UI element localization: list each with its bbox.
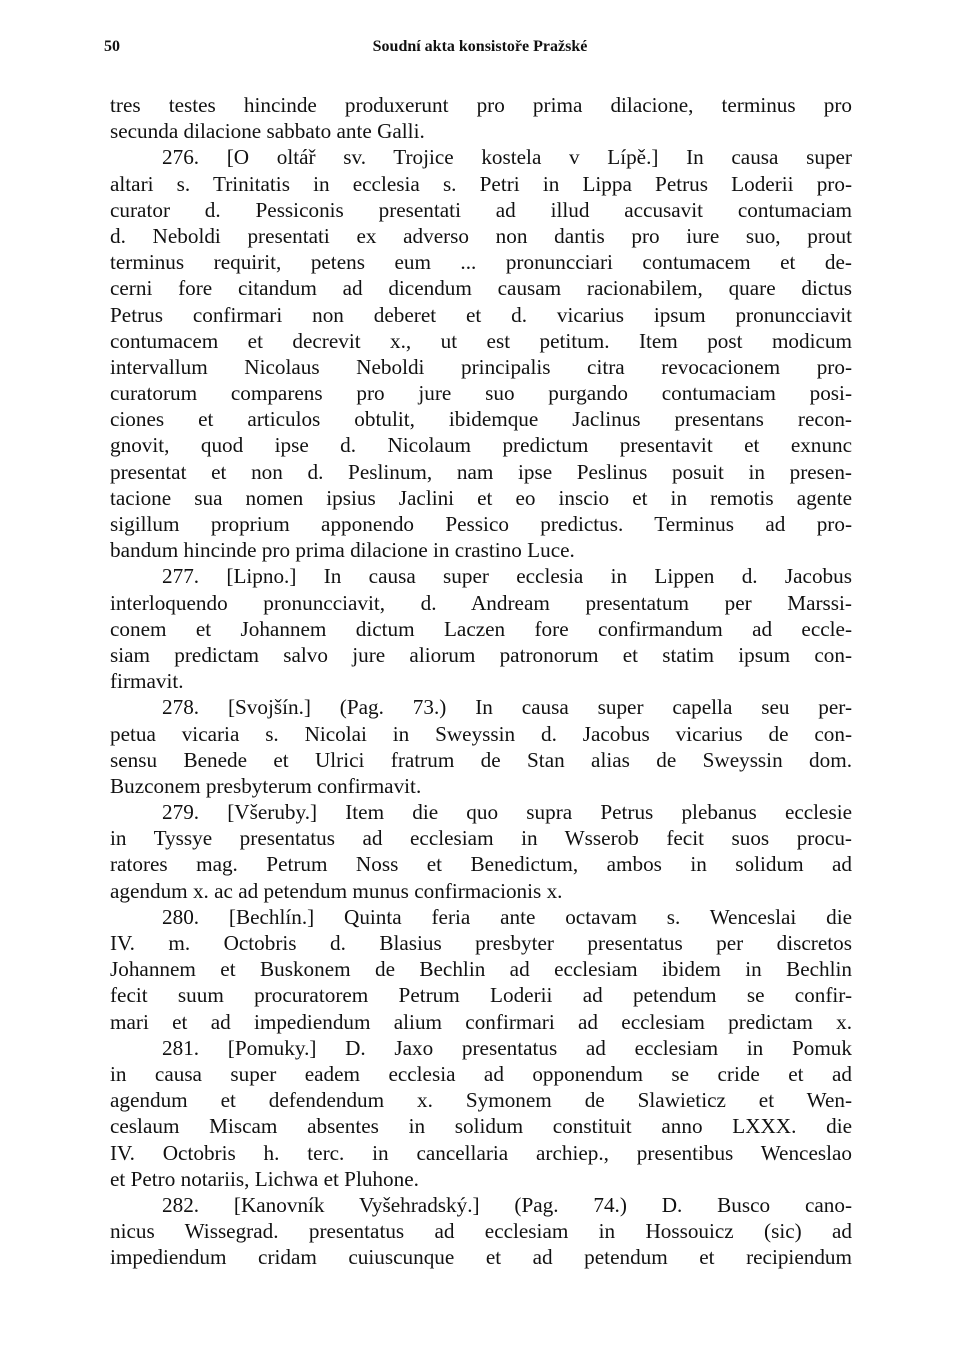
text-line: curator d. Pessiconis presentati ad illud accusavit contumaciam: [110, 197, 852, 222]
text-line: 278. [Svojšín.] (Pag. 73.) In causa super capella seu per-: [162, 695, 852, 720]
text-line: d. Neboldi presentati ex adverso non dantis pro iure suo, prout: [110, 223, 852, 248]
text-line: contumacem et decrevit x., ut est petitum. Item post modicum: [110, 328, 852, 353]
page-header: [104, 38, 856, 60]
text-line: Buzconem presbyterum confirmavit.: [110, 773, 422, 798]
text-line: gnovit, quod ipse d. Nicolaum predictum presentavit et exnunc: [110, 433, 852, 458]
text-line: presentat et non d. Peslinum, nam ipse Peslinus posuit in presen-: [110, 459, 852, 484]
text-line: IV. Octobris h. terc. in cancellaria archiep., presentibus Wenceslao: [110, 1140, 852, 1165]
text-line: altari s. Trinitatis in ecclesia s. Petri in Lippa Petrus Loderii pro-: [110, 171, 852, 196]
text-line: intervallum Nicolaus Neboldi principalis citra revocacionem pro-: [110, 354, 852, 379]
text-line: agendum x. ac ad petendum munus confirmacionis x.: [110, 878, 563, 903]
body-text: [110, 92, 852, 1270]
text-line: nicus Wissegrad. presentatus ad ecclesiam in Hossouicz (sic) ad: [110, 1219, 852, 1244]
text-line: 279. [Všeruby.] Item die quo supra Petrus plebanus ecclesie: [162, 800, 852, 825]
text-line: tres testes hincinde produxerunt pro prima dilacione, terminus pro: [110, 93, 852, 117]
text-line: mari et ad impediendum alium confirmari ad ecclesiam predictam x.: [110, 1009, 852, 1034]
text-line: 277. [Lipno.] In causa super ecclesia in Lippen d. Jacobus: [162, 564, 852, 589]
text-line: ceslaum Miscam absentes in solidum constituit anno LXXX. die: [110, 1114, 852, 1139]
text-line: et Petro notariis, Lichwa et Pluhone.: [110, 1166, 419, 1191]
text-line: tacione sua nomen ipsius Jaclini et eo inscio et in remotis agente: [110, 485, 852, 510]
text-line: Johannem et Buskonem de Bechlin ad ecclesiam ibidem in Bechlin: [110, 957, 852, 982]
text-line: impediendum cridam cuiuscunque et ad petendum et recipiendum: [110, 1245, 852, 1270]
text-line: bandum hincinde pro prima dilacione in crastino Luce.: [110, 538, 575, 563]
running-title: Soudní akta konsistoře Pražské: [372, 38, 588, 55]
text-line: secunda dilacione sabbato ante Galli.: [110, 119, 425, 144]
text-line: interloquendo pronuncciavit, d. Andream presentatum per Marssi-: [110, 590, 852, 615]
text-line: cerni fore citandum ad dicendum causam racionabilem, quare dictus: [110, 276, 852, 301]
text-line: petua vicaria s. Nicolai in Sweyssin d. Jacobus vicarius de con-: [110, 721, 852, 746]
text-line: siam predictam salvo jure aliorum patronorum et statim ipsum con-: [110, 642, 852, 667]
text-line: Petrus confirmari non deberet et d. vicarius ipsum pronuncciavit: [110, 302, 852, 327]
text-line: 281. [Pomuky.] D. Jaxo presentatus ad ecclesiam in Pomuk: [162, 1035, 852, 1060]
text-line: curatorum comparens pro jure suo purgando contumaciam posi-: [110, 381, 852, 406]
text-line: IV. m. Octobris d. Blasius presbyter presentatus per discretos: [110, 931, 852, 955]
text-line: agendum et defendendum x. Symonem de Slawieticz et Wen-: [110, 1088, 852, 1113]
text-line: 282. [Kanovník Vyšehradský.] (Pag. 74.) D. Busco cano-: [162, 1192, 852, 1217]
page-number: 50: [104, 38, 120, 55]
text-line: 280. [Bechlín.] Quinta feria ante octavam s. Wenceslai die: [162, 904, 852, 929]
text-line: fecit suum procuratorem Petrum Loderii ad petendum se confir-: [110, 983, 852, 1008]
text-line: conem et Johannem dictum Laczen fore confirmandum ad eccle-: [110, 616, 852, 641]
text-line: in causa super eadem ecclesia ad opponendum se cride et ad: [110, 1061, 852, 1086]
text-line: sigillum proprium apponendo Pessico predictus. Terminus ad pro-: [110, 512, 852, 536]
text-line: ciones et articulos obtulit, ibidemque Jaclinus presentans recon-: [110, 407, 852, 432]
text-line: firmavit.: [110, 669, 184, 694]
text-line: 276. [O oltář sv. Trojice kostela v Lípě.] In causa super: [162, 145, 852, 170]
text-line: sensu Benede et Ulrici fratrum de Stan alias de Sweyssin dom.: [110, 747, 852, 772]
text-line: in Tyssye presentatus ad ecclesiam in Wsserob fecit suos procu-: [110, 826, 852, 851]
text-line: terminus requirit, petens eum ... pronuncciari contumacem et de-: [110, 250, 852, 275]
text-line: ratores mag. Petrum Noss et Benedictum, ambos in solidum ad: [110, 852, 852, 877]
